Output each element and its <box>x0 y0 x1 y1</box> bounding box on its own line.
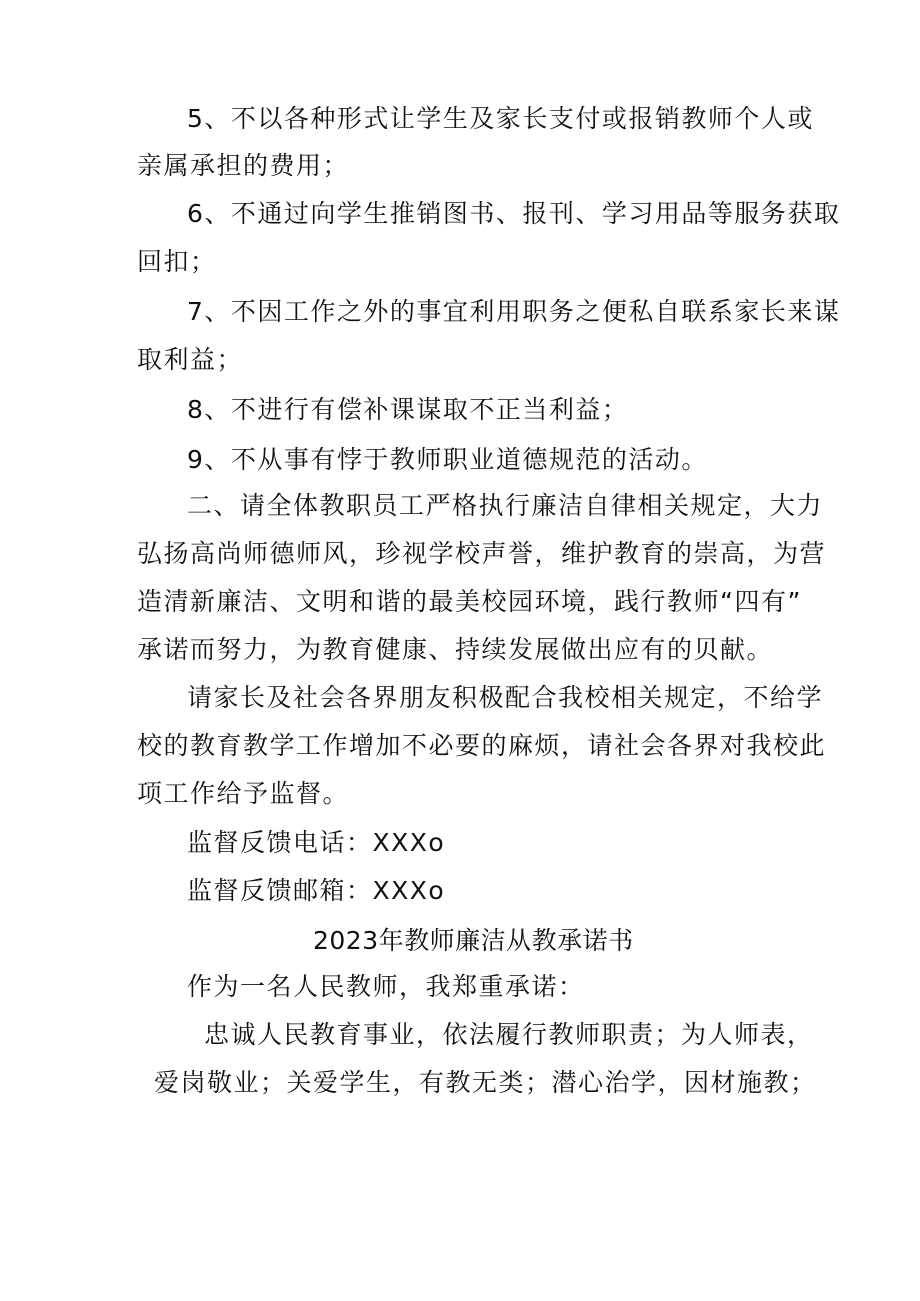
item-9: 9、不从事有悖于教师职业道德规范的活动。 <box>187 445 708 474</box>
pledge-intro: 作为一名人民教师，我郑重承诺： <box>187 972 585 1001</box>
pledge-title: 2023年教师廉洁从教承诺书 <box>313 926 634 955</box>
pledge-line-1: 忠诚人民教育事业，依法履行教师职责；为人师表， <box>204 1020 814 1049</box>
parents-line-1: 请家长及社会各界朋友积极配合我校相关规定，不给学 <box>187 683 824 712</box>
item-5-line-1: 5、不以各种形式让学生及家长支付或报销教师个人或 <box>187 104 814 133</box>
supervision-phone: 监督反馈电话：XXXo <box>187 828 446 857</box>
item-8: 8、不进行有偿补课谋取不正当利益； <box>187 395 629 424</box>
pledge-line-2: 爱岗敬业；关爱学生，有教无类；潜心治学，因材施教； <box>154 1068 817 1097</box>
section-2-line-1: 二、请全体教职员工严格执行廉洁自律相关规定，大力 <box>187 491 824 520</box>
parents-line-2: 校的教育教学工作增加不必要的麻烦，请社会各界对我校此 <box>137 731 827 760</box>
item-6-line-2: 回扣； <box>137 247 217 276</box>
section-2-line-3: 造清新廉洁、文明和谐的最美校园环境，践行教师“四有” <box>137 587 802 616</box>
item-6-line-1: 6、不通过向学生推销图书、报刊、学习用品等服务获取 <box>187 199 841 228</box>
supervision-email: 监督反馈邮箱：XXXo <box>187 876 446 905</box>
item-5-line-2: 亲属承担的费用； <box>137 151 350 180</box>
item-7-line-1: 7、不因工作之外的事宜利用职务之便私自联系家长来谋 <box>187 297 841 326</box>
section-2-line-4: 承诺而努力，为教育健康、持续发展做出应有的贝献。 <box>137 635 774 664</box>
item-7-line-2: 取利益； <box>137 345 244 374</box>
section-2-line-2: 弘扬高尚师德师风，珍视学校声誉，维护教育的崇高，为营 <box>137 539 827 568</box>
parents-line-3: 项工作给予监督。 <box>137 779 350 808</box>
